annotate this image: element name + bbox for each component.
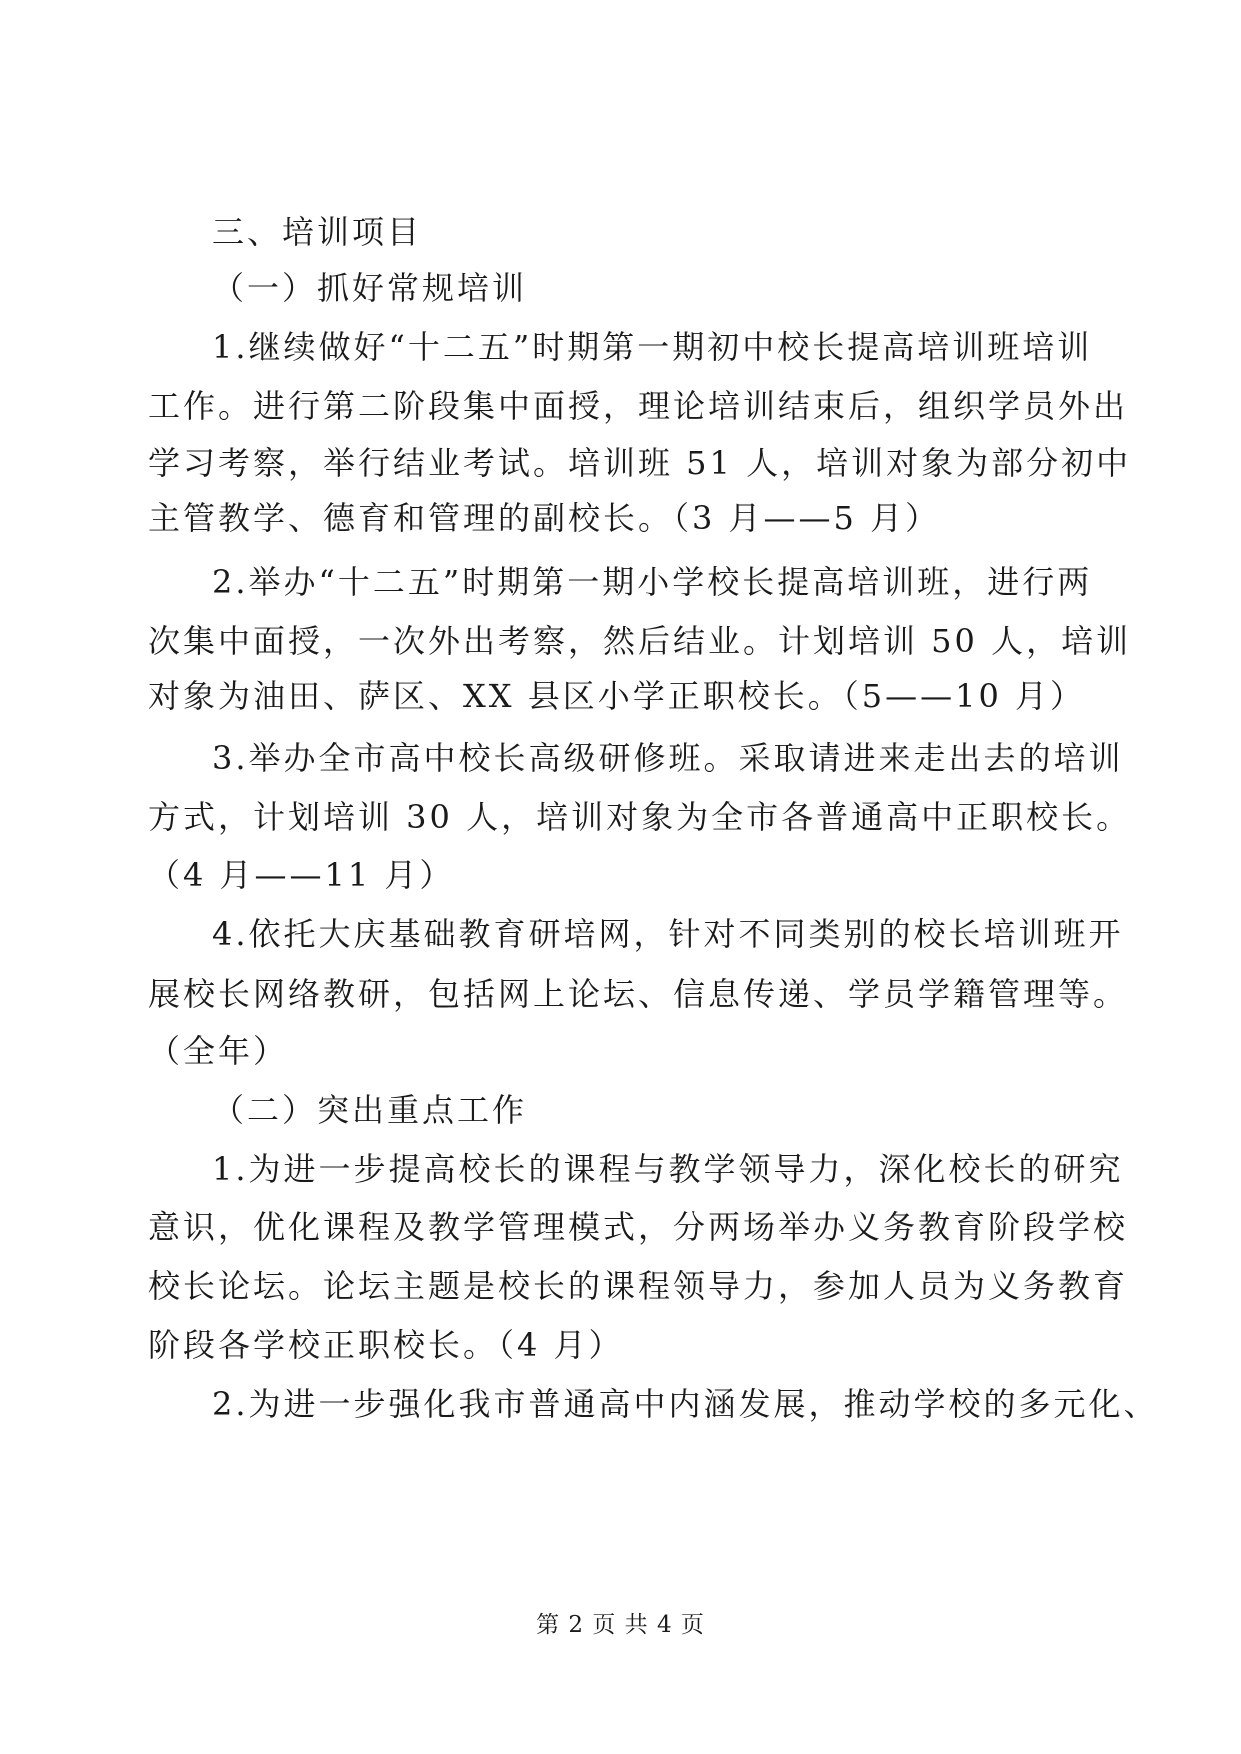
paragraph-line: 展校长网络教研，包括网上论坛、信息传递、学员学籍管理等。 xyxy=(148,975,1129,1013)
paragraph-line: 2.为进一步强化我市普通高中内涵发展，推动学校的多元化、 xyxy=(212,1385,1159,1423)
paragraph-line: 学习考察，举行结业考试。培训班 51 人，培训对象为部分初中 xyxy=(148,444,1132,482)
subsection-heading: （一）抓好常规培训 xyxy=(212,269,528,307)
page-number-footer: 第 2 页 共 4 页 xyxy=(536,1612,705,1638)
section-heading: 三、培训项目 xyxy=(212,213,423,251)
paragraph-line: 次集中面授，一次外出考察，然后结业。计划培训 50 人，培训 xyxy=(148,622,1132,660)
paragraph-line: 4.依托大庆基础教育研培网，针对不同类别的校长培训班开 xyxy=(212,915,1124,953)
paragraph-line: 阶段各学校正职校长。（4 月） xyxy=(148,1326,624,1364)
paragraph-line: 1.继续做好“十二五”时期第一期初中校长提高培训班培训 xyxy=(212,328,1093,366)
paragraph-line: （全年） xyxy=(148,1032,289,1070)
paragraph-line: 对象为油田、萨区、XX 县区小学正职校长。（5——10 月） xyxy=(148,677,1085,715)
paragraph-line: 意识，优化课程及教学管理模式，分两场举办义务教育阶段学校 xyxy=(148,1208,1129,1246)
paragraph-line: 校长论坛。论坛主题是校长的课程领导力，参加人员为义务教育 xyxy=(148,1267,1129,1305)
paragraph-line: 工作。进行第二阶段集中面授，理论培训结束后，组织学员外出 xyxy=(148,387,1129,425)
paragraph-line: 2.举办“十二五”时期第一期小学校长提高培训班，进行两 xyxy=(212,563,1093,601)
subsection-heading: （二）突出重点工作 xyxy=(212,1091,528,1129)
paragraph-line: 3.举办全市高中校长高级研修班。采取请进来走出去的培训 xyxy=(212,739,1124,777)
paragraph-line: 方式，计划培训 30 人，培训对象为全市各普通高中正职校长。 xyxy=(148,798,1132,836)
paragraph-line: 1.为进一步提高校长的课程与教学领导力，深化校长的研究 xyxy=(212,1150,1124,1188)
paragraph-line: 主管教学、德育和管理的副校长。（3 月——5 月） xyxy=(148,499,941,537)
paragraph-line: （4 月——11 月） xyxy=(148,856,455,894)
